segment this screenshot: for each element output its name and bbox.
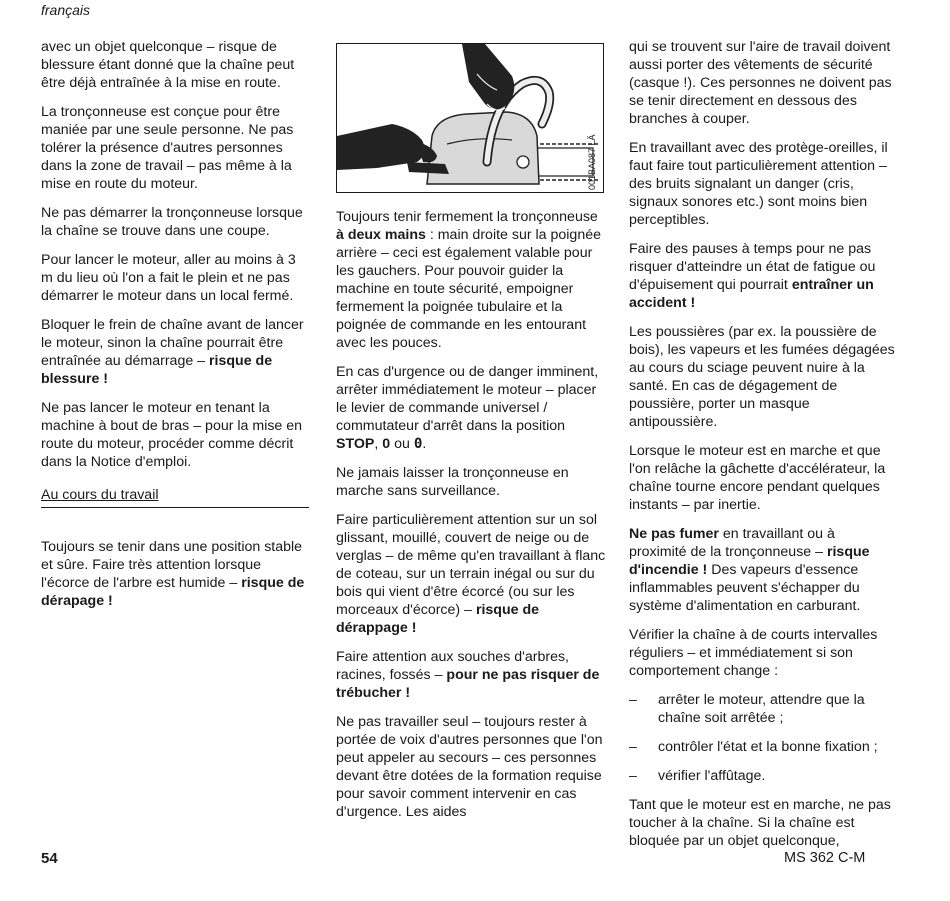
list-item-text: vérifier l'affûtage. — [658, 768, 766, 784]
paragraph — [41, 538, 309, 610]
paragraph: qui se trouvent sur l'aire de travail doivent aussi porter des vêtements de sécurité (casque !). Ces personnes ne doivent pas se tenir directement en dessous des branches à couper. — [629, 39, 892, 127]
text: Toujours se tenir dans une position stable et sûre. Faire très attention lorsque l'écorce de l'arbre est humide – — [41, 539, 303, 591]
paragraph — [629, 240, 895, 312]
column-middle — [336, 208, 606, 832]
list-item-text: contrôler l'état et la bonne fixation ; — [658, 739, 878, 755]
paragraph: Les poussières (par ex. la poussière de bois), les vapeurs et les fumées dégagées au cours du sciage peuvent nuire à la santé. En cas de dégagement de poussière, porter un masque antipoussière. — [629, 324, 895, 430]
paragraph — [336, 511, 606, 637]
warning-text: entraîner un accident ! — [629, 277, 874, 311]
text: Faire attention aux souches d'arbres, racines, fossés – — [336, 649, 569, 683]
dash-bullet: – — [629, 739, 637, 755]
paragraph: avec un objet quelconque – risque de blessure étant donné que la chaîne peut être déjà entraînée à la mise en route. — [41, 39, 295, 91]
chainsaw-drawing — [337, 44, 603, 192]
chainsaw-illustration — [336, 43, 604, 193]
stop-label: STOP — [336, 436, 375, 452]
warning-text: risque d'incendie ! — [629, 544, 870, 578]
paragraph — [336, 208, 606, 352]
section-heading: Au cours du travail — [41, 486, 309, 508]
text: Des vapeurs d'essence inflammables peuvent s'échapper du système d'alimentation en carburant. — [629, 562, 861, 614]
paragraph — [629, 525, 895, 615]
text: Faire particulièrement attention sur un sol glissant, mouillé, couvert de neige ou de verglas – de même qu'en travaillant à flanc de coteau, sur un terrain inégal ou sur du bois qui vient d'être écorcé (ou sur les morceaux d'écorce) – — [336, 512, 606, 618]
paragraph: Tant que le moteur est en marche, ne pas toucher à la chaîne. Si la chaîne est bloquée par un objet quelconque, — [629, 797, 891, 849]
model-name: MS 362 C-M — [784, 850, 866, 866]
paragraph: Vérifier la chaîne à de courts intervalles réguliers – et immédiatement si son comportement change : — [629, 627, 878, 679]
paragraph — [336, 648, 606, 702]
list-item — [629, 691, 895, 727]
paragraph: En travaillant avec des protège-oreilles, il faut faire tout particulièrement attention – des bruits signalant un danger (cris, signaux sonores etc.) sont moins bien perceptibles. — [629, 140, 888, 228]
paragraph: Ne jamais laisser la tronçonneuse en marche sans surveillance. — [336, 465, 569, 499]
warning-text: Ne pas fumer — [629, 526, 719, 542]
column-left — [41, 38, 309, 621]
page-number: 54 — [41, 850, 58, 867]
column-right — [629, 38, 895, 861]
paragraph — [336, 363, 606, 453]
text: en travaillant ou à proximité de la tronçonneuse – — [629, 526, 835, 560]
zero-label: 0 — [382, 436, 391, 452]
dash-bullet: – — [629, 768, 637, 784]
warning-text: risque de dérappage ! — [336, 602, 540, 636]
figure-code: 001BA087 LÄ — [587, 134, 597, 190]
warning-text: risque de blessure ! — [41, 353, 273, 387]
paragraph: Ne pas démarrer la tronçonneuse lorsque la chaîne se trouve dans une coupe. — [41, 205, 303, 239]
text: En cas d'urgence ou de danger imminent, arrêter immédiatement le moteur – placer le levier de commande universel / commutateur d'arrêt dans la position — [336, 364, 599, 434]
paragraph: Ne pas travailler seul – toujours rester à portée de voix d'autres personnes que l'on peut appeler au secours – ces personnes devant être dotées de la formation requise pour savoir comment intervenir en cas d'urgence. Les aides — [336, 714, 603, 820]
warning-text: pour ne pas risquer de trébucher ! — [336, 667, 600, 701]
text: ou — [394, 436, 410, 452]
text: : main droite sur la poignée arrière – ceci est également valable pour les gauchers. Pour pouvoir guider la machine en toute sécurité, empoigner fermement la poignée tubulaire et la poignée de commande en les entourant avec les pouces. — [336, 227, 601, 351]
text: Bloquer le frein de chaîne avant de lancer le moteur, sinon la chaîne pourrait être entraînée au démarrage – — [41, 317, 304, 369]
text: Toujours tenir fermement la tronçonneuse — [336, 209, 598, 225]
list-item-text: arrêter le moteur, attendre que la chaîne soit arrêtée ; — [658, 692, 865, 726]
paragraph: Lorsque le moteur est en marche et que l'on relâche la gâchette d'accélérateur, la chaîne tourne encore pendant quelques instants – par inertie. — [629, 443, 886, 513]
warning-text: risque de dérapage ! — [41, 575, 305, 609]
list-item — [629, 767, 895, 785]
language-label: français — [41, 2, 91, 18]
text: Faire des pauses à temps pour ne pas risquer d'atteindre un état de fatigue ou d'épuisement qui pourrait — [629, 241, 876, 293]
text: . — [422, 436, 427, 452]
paragraph: Ne pas lancer le moteur en tenant la machine à bout de bras – pour la mise en route du moteur, procéder comme décrit dans la Notice d'emploi. — [41, 400, 303, 470]
paragraph: La tronçonneuse est conçue pour être maniée par une seule personne. Ne pas tolérer la présence d'autres personnes dans la zone de travail – pas même à la mise en route du moteur. — [41, 104, 294, 192]
text: , — [374, 436, 379, 452]
paragraph: Pour lancer le moteur, aller au moins à 3 m du lieu où l'on a fait le plein et ne pas démarrer le moteur dans un local fermé. — [41, 252, 296, 304]
stop-symbol-icon: 0 — [413, 436, 423, 452]
list-item — [629, 738, 895, 756]
emphasis-text: à deux mains — [336, 227, 426, 243]
dash-bullet: – — [629, 692, 637, 708]
paragraph — [41, 316, 309, 388]
glove-icon — [462, 44, 514, 110]
